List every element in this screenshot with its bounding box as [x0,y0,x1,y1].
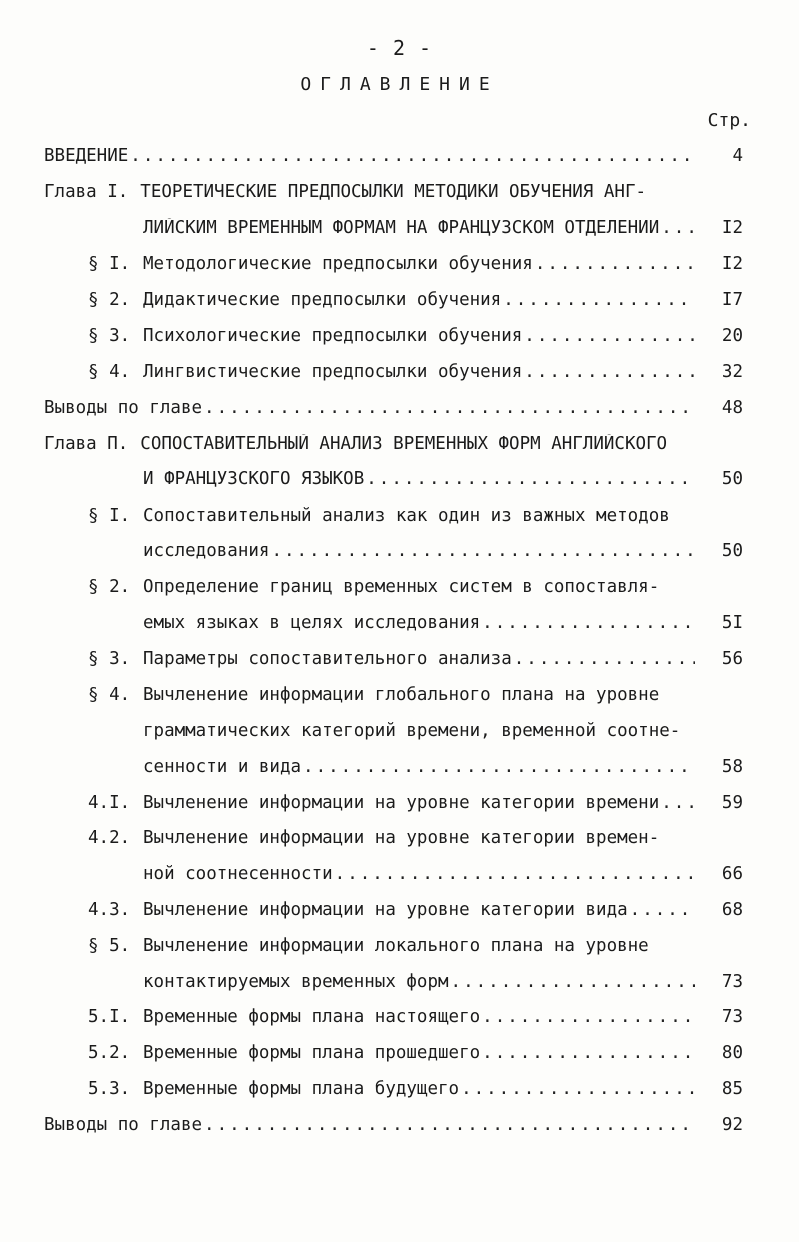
dot-leader [130,146,695,166]
section-number: § I. [88,254,131,274]
toc-entry-ch2-s1-line2: исследования ..... 50 [143,541,743,567]
toc-entry-ch2-s52: 5.2. Временные формы плана прошедшего ..... 80 [88,1043,743,1069]
toc-entry-ch1-s1: § I. Методологические предпосылки обучения ..... I2 [88,254,743,280]
dot-leader [503,290,695,310]
toc-entry-ch2-s3: § 3. Параметры сопоставительного анализа ..... 56 [88,649,743,675]
toc-page: 56 [721,649,743,669]
section-number: § I. [88,506,131,526]
toc-page: 66 [721,864,743,884]
section-number: 5.I. [88,1007,131,1027]
dot-leader [461,1079,695,1099]
toc-entry-ch2-s53: 5.3. Временные формы плана будущего ..... 85 [88,1079,743,1105]
toc-entry-ch2-s4-line2: грамматических категорий времени, временной соотне- [143,721,681,741]
dot-leader [514,649,695,669]
section-number: § 2. [88,577,131,597]
section-number: § 2. [88,290,131,310]
dot-leader [482,613,695,633]
toc-entry-ch2-s4-line1: § 4. Вычленение информации глобального плана на уровне [88,685,660,705]
toc-page: 73 [721,972,743,992]
toc-page: 4 [732,146,743,166]
chapter-label: Глава П. [44,434,129,454]
toc-chapter-1-line1: Глава I. ТЕОРЕТИЧЕСКИЕ ПРЕДПОСЫЛКИ МЕТОДИКИ ОБУЧЕНИЯ АНГ- [44,182,647,202]
dot-leader [335,864,695,884]
toc-entry-ch1-s2: § 2. Дидактические предпосылки обучения ..... I7 [88,290,743,316]
toc-chapter-2-line2: И ФРАНЦУЗСКОГО ЯЗЫКОВ ..... 50 [143,469,743,495]
toc-page: 50 [721,469,743,489]
dot-leader [482,1043,695,1063]
toc-entry-ch2-s43: 4.3. Вычленение информации на уровне категории вида ..... 68 [88,900,743,926]
toc-entry-ch2-s2-line2: емых языках в целях исследования ..... 5I [143,613,743,639]
toc-entry-ch2-s41: 4.I. Вычленение информации на уровне категории времени ..... 59 [88,793,743,819]
section-number: § 3. [88,649,131,669]
toc-entry-intro: ВВЕДЕНИЕ ..... 4 [44,146,743,172]
dot-leader [451,972,695,992]
dot-leader [204,398,695,418]
toc-entry-ch2-s5-line2: контактируемых временных форм ..... 73 [143,972,743,998]
section-number: § 3. [88,326,131,346]
toc-page: 32 [721,362,743,382]
toc-page: 48 [721,398,743,418]
toc-page: 92 [721,1115,743,1135]
toc-page: 68 [721,900,743,920]
toc-page: 58 [721,757,743,777]
toc-entry-ch2-s4-line3: сенности и вида ..... 58 [143,757,743,783]
chapter-label: Глава I. [44,182,129,202]
toc-entry-ch2-s42-line2: ной соотнесенности ..... 66 [143,864,743,890]
section-number: § 4. [88,685,131,705]
section-number: § 4. [88,362,131,382]
toc-page: 59 [721,793,743,813]
toc-entry-ch1-s4: § 4. Лингвистические предпосылки обучения ..... 32 [88,362,743,388]
toc-entry-ch2-s51: 5.I. Временные формы плана настоящего ..... 73 [88,1007,743,1033]
toc-entry-ch2-s5-line1: § 5. Вычленение информации локального плана на уровне [88,936,649,956]
section-number: 4.2. [88,828,131,848]
dot-leader [535,254,695,274]
dot-leader [366,469,695,489]
dot-leader [524,326,695,346]
toc-entry-ch2-conclusions: Выводы по главе ..... 92 [44,1115,743,1141]
dot-leader [524,362,695,382]
page-number: - 2 - [366,36,433,60]
section-number: § 5. [88,936,131,956]
section-number: 4.3. [88,900,131,920]
dot-leader [271,541,695,561]
toc-page: I2 [721,254,743,274]
dot-leader [482,1007,695,1027]
page-column-label: Стр. [707,110,751,131]
toc-page: 50 [721,541,743,561]
section-number: 5.2. [88,1043,131,1063]
toc-page: 73 [721,1007,743,1027]
toc-entry-ch1-conclusions: Выводы по главе ..... 48 [44,398,743,424]
dot-leader [204,1115,695,1135]
toc-page: I2 [721,218,743,238]
dot-leader [303,757,695,777]
toc-chapter-1-line2: ЛИЙСКИМ ВРЕМЕННЫМ ФОРМАМ НА ФРАНЦУЗСКОМ ОТДЕЛЕНИИ ..... I2 [143,218,743,244]
section-number: 4.I. [88,793,131,813]
section-number: 5.3. [88,1079,131,1099]
toc-entry-ch2-s1-line1: § I. Сопоставительный анализ как один из важных методов [88,506,670,526]
toc-page: 80 [721,1043,743,1063]
toc-page: I7 [721,290,743,310]
page-title: ОГЛАВЛЕНИЕ [300,74,499,95]
dot-leader [630,900,695,920]
toc-page: 20 [721,326,743,346]
toc-page: 85 [721,1079,743,1099]
dot-leader [661,793,695,813]
toc-entry-ch1-s3: § 3. Психологические предпосылки обучения ..... 20 [88,326,743,352]
dot-leader [661,218,695,238]
toc-page: 5I [721,613,743,633]
toc-chapter-2-line1: Глава П. СОПОСТАВИТЕЛЬНЫЙ АНАЛИЗ ВРЕМЕННЫХ ФОРМ АНГЛИЙСКОГО [44,434,668,454]
toc-entry-ch2-s2-line1: § 2. Определение границ временных систем в сопоставля- [88,577,660,597]
toc-entry-ch2-s42-line1: 4.2. Вычленение информации на уровне категории времен- [88,828,660,848]
